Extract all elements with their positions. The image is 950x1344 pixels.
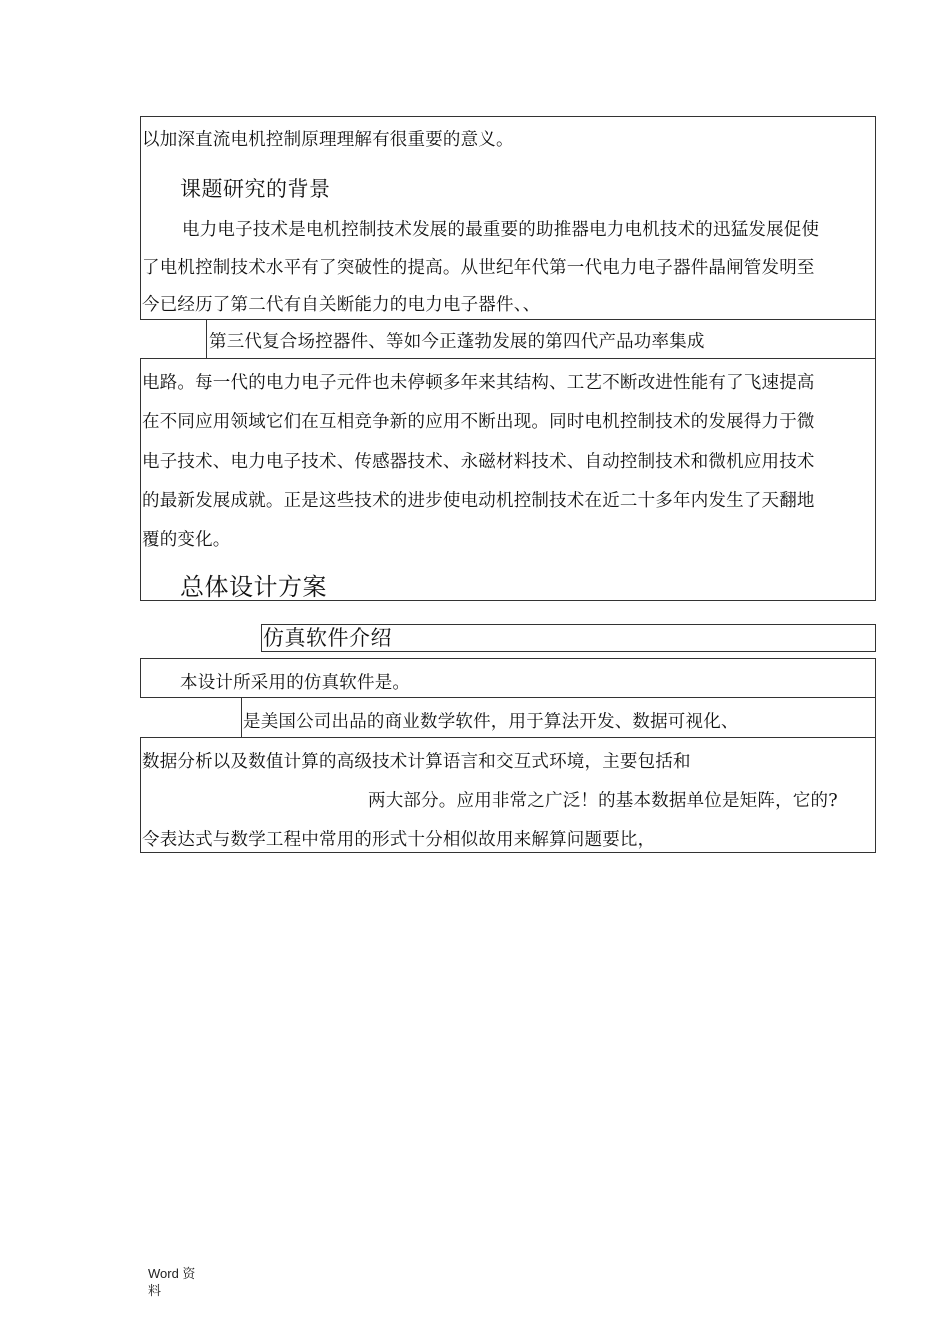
paragraph-line: 以加深直流电机控制原理理解有很重要的意义。 bbox=[142, 130, 514, 150]
section-heading-background: 课题研究的背景 bbox=[180, 177, 331, 201]
paragraph-line: 本设计所采用的仿真软件是。 bbox=[180, 673, 411, 693]
text-block-development bbox=[140, 358, 876, 601]
footer-label: 料 bbox=[148, 1283, 162, 1298]
paragraph-line: 在不同应用领域它们在互相竞争新的应用不断出现。同时电机控制技术的发展得力于微 bbox=[142, 412, 815, 432]
paragraph-line: 今已经历了第二代有自关断能力的电力电子器件、、 bbox=[142, 295, 541, 315]
paragraph-line: 数据分析以及数值计算的高级技术计算语言和交互式环境，主要包括和 bbox=[142, 752, 691, 772]
paragraph-line: 电力电子技术是电机控制技术发展的最重要的助推器电力电机技术的迅猛发展促使 bbox=[182, 220, 820, 240]
paragraph-line: 两大部分。应用非常之广泛！的基本数据单位是矩阵，它的? bbox=[368, 791, 838, 811]
paragraph-line: 的最新发展成就。正是这些技术的进步使电动机控制技术在近二十多年内发生了天翻地 bbox=[142, 491, 815, 511]
footer-label: Word 资 bbox=[148, 1266, 196, 1281]
paragraph-line: 电子技术、电力电子技术、传感器技术、永磁材料技术、自动控制技术和微机应用技术 bbox=[142, 452, 815, 472]
paragraph-line: 第三代复合场控器件、等如今正蓬勃发展的第四代产品功率集成 bbox=[209, 332, 705, 352]
section-heading-design: 总体设计方案 bbox=[180, 573, 327, 601]
paragraph-line: 电路。每一代的电力电子元件也未停顿多年来其结构、工艺不断改进性能有了飞速提高 bbox=[142, 373, 815, 393]
section-heading-software: 仿真软件介绍 bbox=[263, 626, 392, 650]
paragraph-line: 令表达式与数学工程中常用的形式十分相似故用来解算问题要比， bbox=[142, 830, 656, 850]
paragraph-line: 是美国公司出品的商业数学软件，用于算法开发、数据可视化、 bbox=[243, 712, 739, 732]
paragraph-line: 了电机控制技术水平有了突破性的提高。从世纪年代第一代电力电子器件晶闸管发明至 bbox=[142, 258, 815, 278]
paragraph-line: 覆的变化。 bbox=[142, 530, 231, 550]
